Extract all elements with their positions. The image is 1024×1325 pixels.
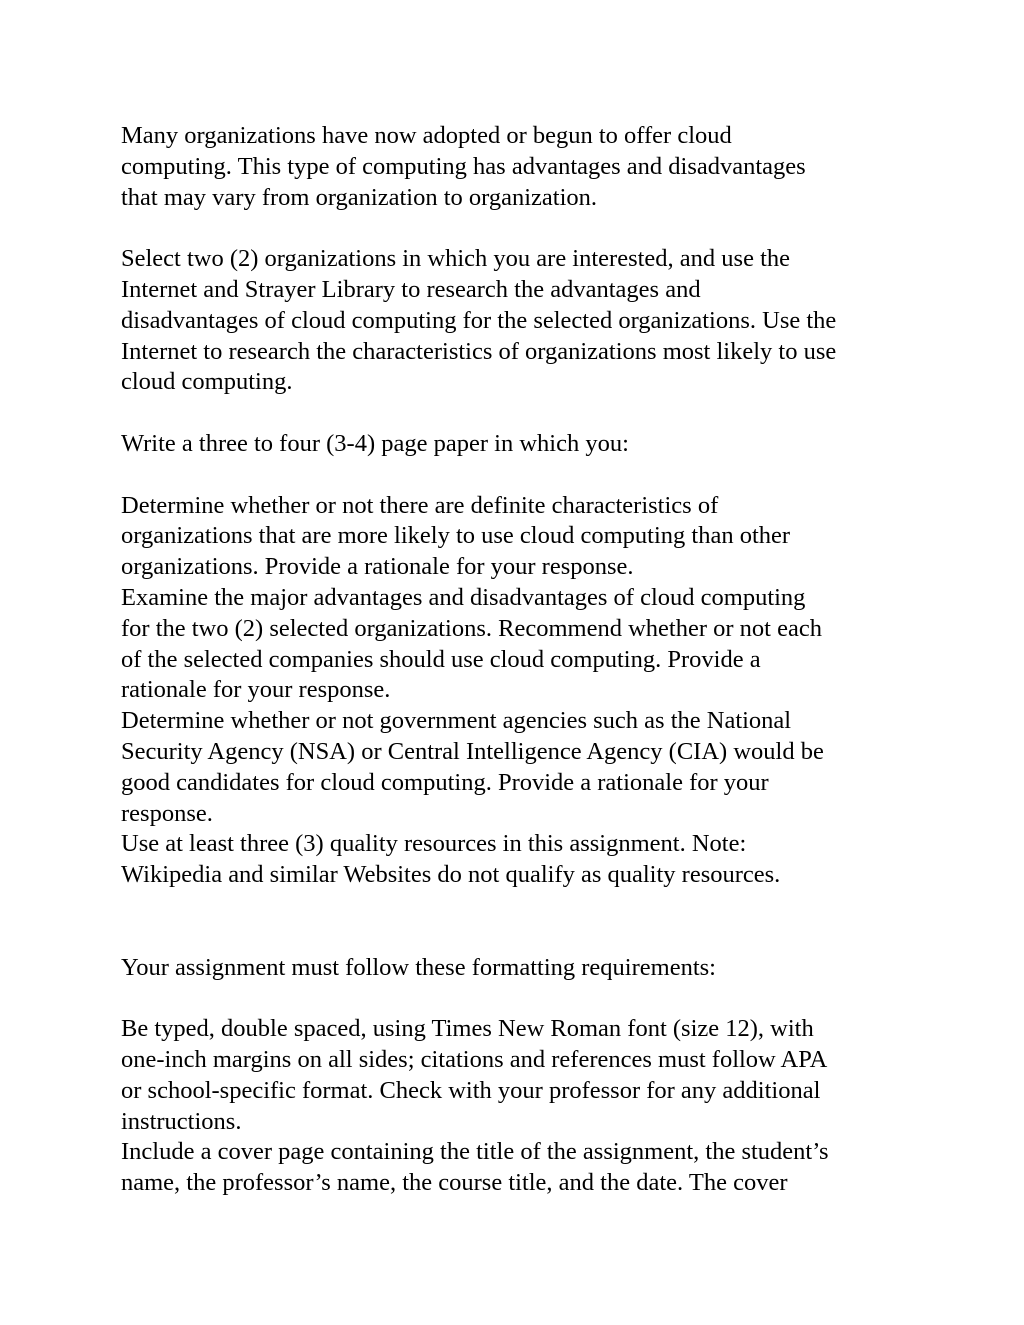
text-line: organizations that are more likely to use cloud computing than other (121, 522, 791, 550)
text-line: Write a three to four (3-4) page paper in which you: (121, 429, 629, 457)
paragraph-formatting-list (121, 1014, 921, 1199)
text-line: cloud computing. (121, 368, 293, 396)
text-line: Your assignment must follow these formatting requirements: (121, 953, 716, 981)
text-line: that may vary from organization to organization. (121, 183, 598, 211)
text-line: one-inch margins on all sides; citations and references must follow APA (121, 1045, 828, 1073)
text-line: Internet to research the characteristics of organizations most likely to use (121, 337, 837, 365)
text-line: Be typed, double spaced, using Times New Roman font (size 12), with (121, 1015, 814, 1043)
text-line: good candidates for cloud computing. Provide a rationale for your (121, 768, 769, 796)
document-body (121, 121, 921, 1199)
text-line: instructions. (121, 1107, 242, 1135)
paragraph-intro (121, 121, 921, 213)
text-line: Internet and Strayer Library to research the advantages and (121, 275, 701, 303)
paragraph-formatting-heading (121, 953, 921, 984)
paragraph-write-paper (121, 429, 921, 460)
text-line: Determine whether or not government agencies such as the National (121, 707, 792, 735)
text-line: Use at least three (3) quality resources in this assignment. Note: (121, 830, 747, 858)
text-line: Determine whether or not there are definite characteristics of (121, 491, 719, 519)
text-line: name, the professor’s name, the course title, and the date. The cover (121, 1169, 788, 1197)
text-line: Wikipedia and similar Websites do not qualify as quality resources. (121, 861, 781, 889)
text-line: Examine the major advantages and disadvantages of cloud computing (121, 583, 806, 611)
text-line: rationale for your response. (121, 676, 391, 704)
text-line: Many organizations have now adopted or begun to offer cloud (121, 122, 732, 149)
text-line: response. (121, 799, 213, 827)
paragraph-gap (121, 891, 921, 953)
text-line: computing. This type of computing has advantages and disadvantages (121, 152, 806, 180)
text-line: Include a cover page containing the title of the assignment, the student’s (121, 1138, 829, 1166)
text-line: or school-specific format. Check with your professor for any additional (121, 1076, 821, 1104)
paragraph-gap (121, 213, 921, 244)
text-line: disadvantages of cloud computing for the selected organizations. Use the (121, 306, 837, 334)
text-line: Security Agency (NSA) or Central Intelligence Agency (CIA) would be (121, 737, 824, 765)
text-line: for the two (2) selected organizations. Recommend whether or not each (121, 614, 822, 642)
paragraph-select-organizations (121, 244, 921, 398)
paragraph-requirements-list (121, 491, 921, 891)
text-line: of the selected companies should use cloud computing. Provide a (121, 645, 761, 673)
paragraph-gap (121, 398, 921, 429)
text-line: Select two (2) organizations in which you are interested, and use the (121, 245, 791, 273)
text-line: organizations. Provide a rationale for your response. (121, 553, 634, 581)
paragraph-gap (121, 460, 921, 491)
paragraph-gap (121, 983, 921, 1014)
